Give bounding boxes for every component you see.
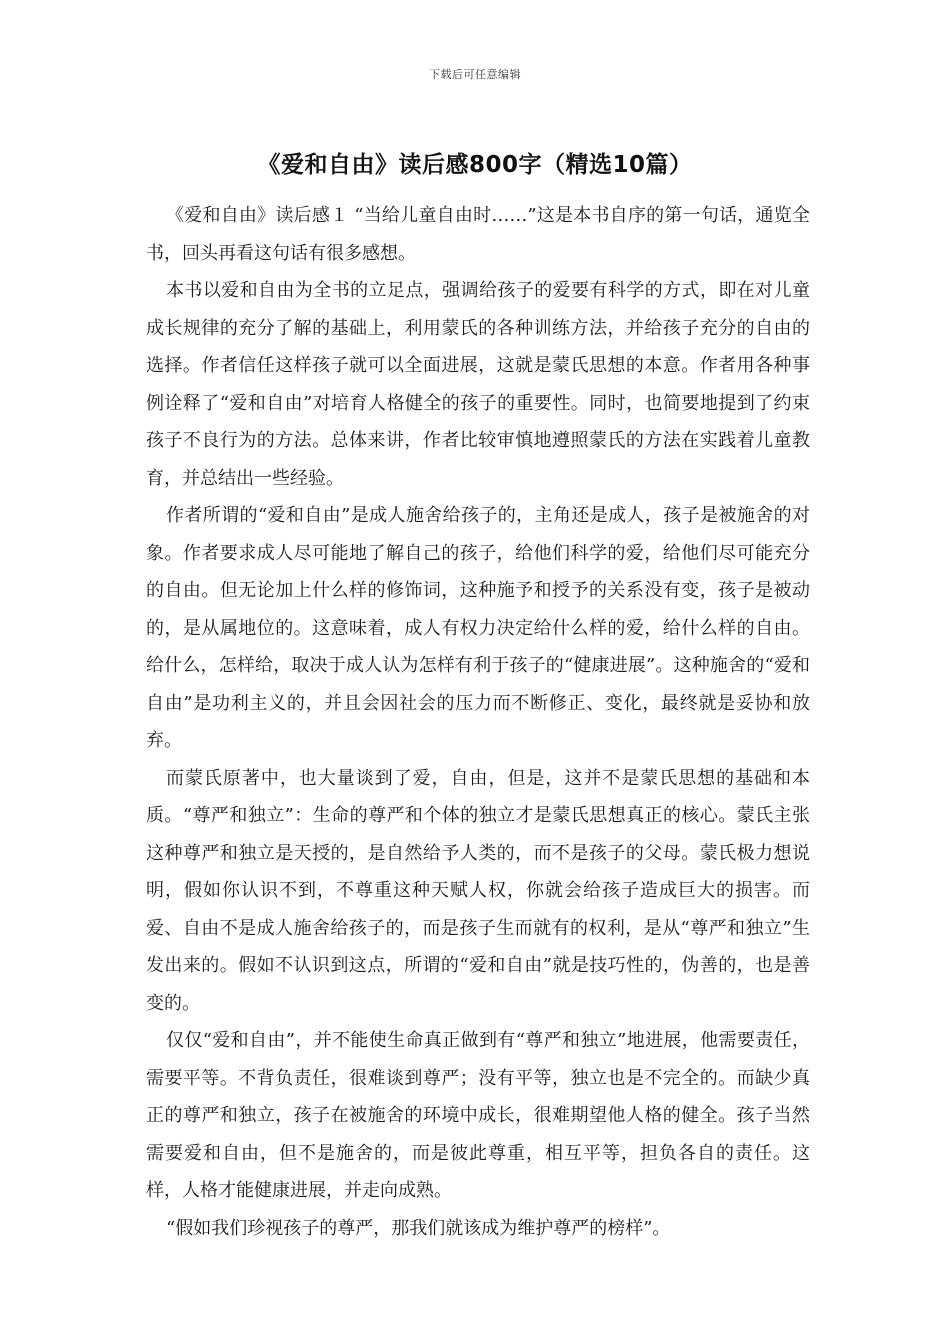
paragraph: 作者所谓的“爱和自由”是成人施舍给孩子的，主角还是成人，孩子是被施舍的对象。作者要求成人尽可能地了解自己的孩子，给他们科学的爱，给他们尽可能充分的自由。但无论加上什么样的修饰词，这种施予和授予的关系没有变，孩子是被动的，是从属地位的。这意味着，成人有权力决定给什么样的爱，给什么样的自由。给什么，怎样给，取决于成人认为怎样有利于孩子的“健康进展”。这种施舍的“爱和自由”是功利主义的，并且会因社会的压力而不断修正、变化，最终就是妥协和放弃。	[146, 505, 810, 751]
document-title: 《爱和自由》读后感800字（精选10篇）	[257, 152, 693, 178]
header-note: 下载后可任意编辑	[429, 68, 521, 81]
paragraph: “假如我们珍视孩子的尊严，那我们就该成为维护尊严的榜样”。	[166, 1217, 671, 1239]
paragraph: 本书以爱和自由为全书的立足点，强调给孩子的爱要有科学的方式，即在对儿童成长规律的充分了解的基础上，利用蒙氏的各种训练方法，并给孩子充分的自由的选择。作者信任这样孩子就可以全面进展，这就是蒙氏思想的本意。作者用各种事例诠释了“爱和自由”对培育人格健全的孩子的重要性。同时，也简要地提到了约束孩子不良行为的方法。总体来讲，作者比较审慎地遵照蒙氏的方法在实践着儿童教育，并总结出一些经验。	[146, 280, 810, 489]
paragraph: 仅仅“爱和自由”，并不能使生命真正做到有“尊严和独立”地进展，他需要责任，需要平等。不背负责任，很难谈到尊严；没有平等，独立也是不完全的。而缺少真正的尊严和独立，孩子在被施舍的环境中成长，很难期望他人格的健全。孩子当然需要爱和自由，但不是施舍的，而是彼此尊重，相互平等，担负各自的责任。这样，人格才能健康进展，并走向成熟。	[146, 1030, 810, 1201]
document-body	[146, 197, 810, 1247]
paragraph: 《爱和自由》读后感１ “当给儿童自由时……”这是本书自序的第一句话，通览全书，回头再看这句话有很多感想。	[146, 205, 810, 264]
paragraph: 而蒙氏原著中，也大量谈到了爱，自由，但是，这并不是蒙氏思想的基础和本质。“尊严和独立”：生命的尊严和个体的独立才是蒙氏思想真正的核心。蒙氏主张这种尊严和独立是天授的，是自然给予人类的，而不是孩子的父母。蒙氏极力想说明，假如你认识不到，不尊重这种天赋人权，你就会给孩子造成巨大的损害。而爱、自由不是成人施舍给孩子的，而是孩子生而就有的权利，是从“尊严和独立”生发出来的。假如不认识到这点，所谓的“爱和自由”就是技巧性的，伪善的，也是善变的。	[146, 767, 810, 1014]
